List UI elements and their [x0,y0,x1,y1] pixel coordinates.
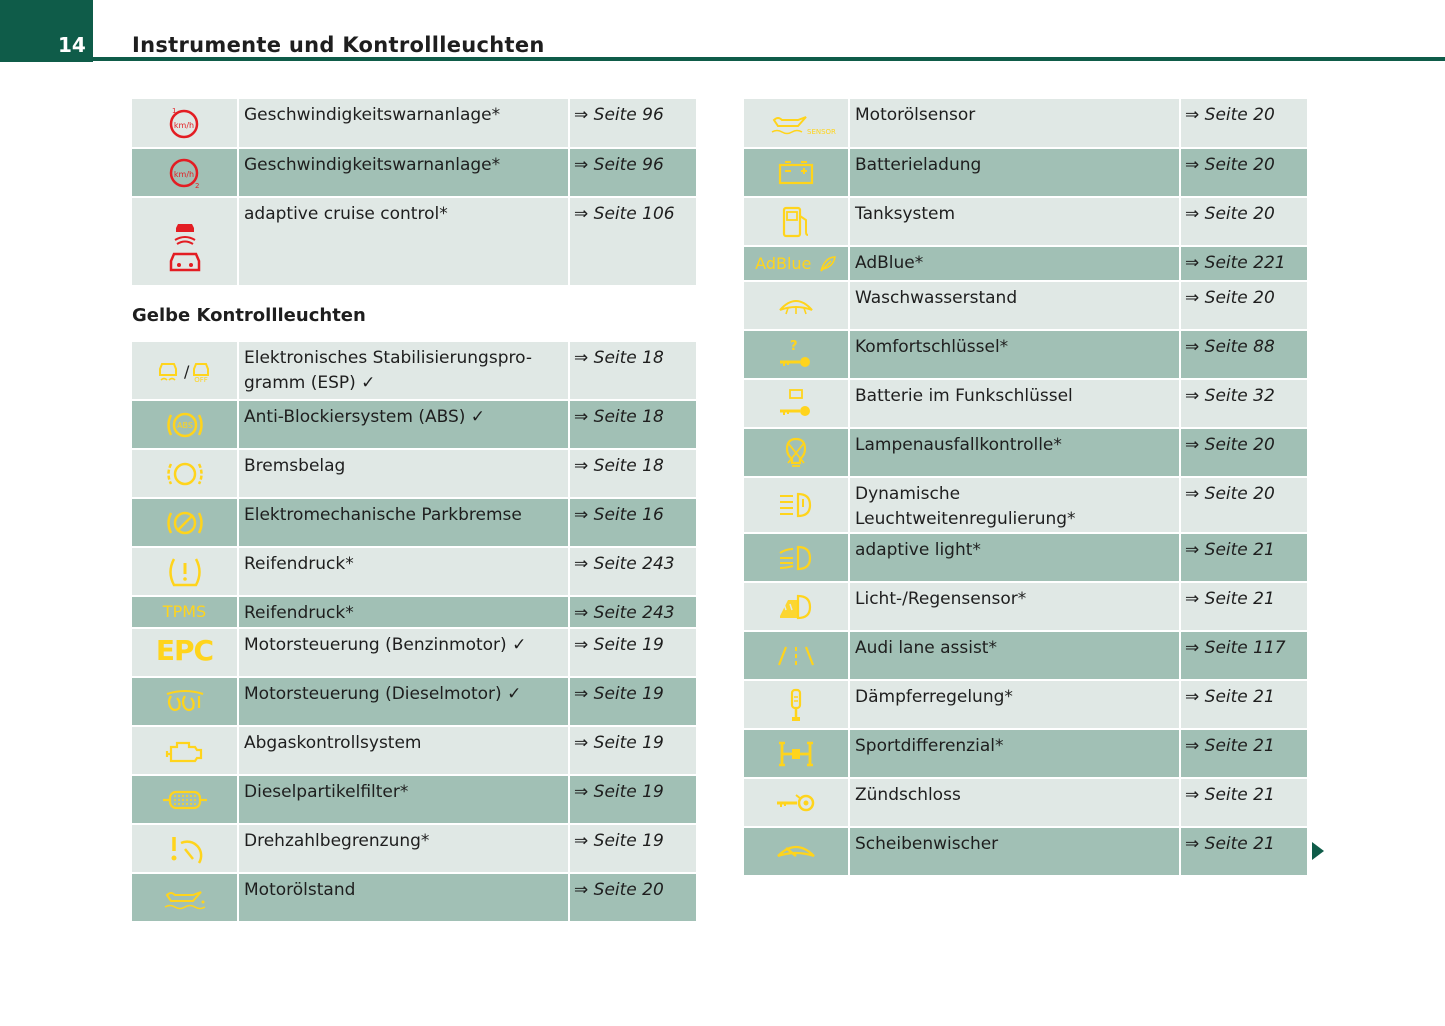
page-link[interactable]: ⇒ Seite 19 [569,824,696,873]
table-row [132,775,696,824]
svg-text:2: 2 [194,181,199,190]
table-row [744,379,1307,428]
table-row [132,596,696,628]
light-rain-sensor-icon [744,582,849,631]
lamp-label: AdBlue* [849,246,1180,281]
key-battery-icon [744,379,849,428]
table-row [744,148,1307,197]
comfort-key-icon [744,330,849,379]
page-link[interactable]: ⇒ Seite 21 [1180,729,1307,778]
svg-text:km/h: km/h [173,169,194,179]
page-link[interactable]: ⇒ Seite 21 [1180,827,1307,876]
table-row [132,677,696,726]
page-link[interactable]: ⇒ Seite 18 [569,342,696,400]
page-link[interactable]: ⇒ Seite 117 [1180,631,1307,680]
page-link[interactable]: ⇒ Seite 20 [1180,148,1307,197]
adaptive-light-icon [744,533,849,582]
battery-icon [744,148,849,197]
washer-fluid-icon [744,281,849,330]
lamp-label: adaptive cruise control* [238,197,569,286]
lamp-label: Motorsteuerung (Dieselmotor) ✓ [238,677,569,726]
table-row [744,330,1307,379]
page-link[interactable]: ⇒ Seite 20 [1180,197,1307,246]
svg-text:/: / [183,361,189,381]
page-link[interactable]: ⇒ Seite 20 [1180,281,1307,330]
lamp-label: Zündschloss [849,778,1180,827]
page-link[interactable]: ⇒ Seite 88 [1180,330,1307,379]
table-row [132,498,696,547]
table-row [744,197,1307,246]
esp-icon [132,342,238,400]
lane-assist-icon [744,631,849,680]
lamp-label: Dynamische Leuchtweitenregulierung* [849,477,1180,533]
table-row [744,778,1307,827]
svg-text:km/h: km/h [173,121,194,130]
table-row [132,400,696,449]
page-link[interactable]: ⇒ Seite 20 [1180,428,1307,477]
table-row [744,99,1307,148]
lamp-label: Scheibenwischer [849,827,1180,876]
lamp-label: Licht-/Regensensor* [849,582,1180,631]
right-warning-table [744,99,1307,877]
lamp-label: Reifendruck* [238,547,569,596]
lamp-label: Sportdifferenzial* [849,729,1180,778]
page-link[interactable]: ⇒ Seite 106 [569,197,696,286]
rpm-limit-icon [132,824,238,873]
lamp-label: Motorölstand [238,873,569,922]
page-link[interactable]: ⇒ Seite 21 [1180,582,1307,631]
page-link[interactable]: ⇒ Seite 18 [569,449,696,498]
page-link[interactable]: ⇒ Seite 20 [569,873,696,922]
engine-icon [132,726,238,775]
page-link[interactable]: ⇒ Seite 20 [1180,99,1307,148]
table-row [744,281,1307,330]
lamp-label: Dieselpartikelfilter* [238,775,569,824]
table-row [132,197,696,286]
lamp-label: Geschwindigkeitswarnanlage* [238,99,569,148]
page-link[interactable]: ⇒ Seite 19 [569,775,696,824]
lamp-label: Audi lane assist* [849,631,1180,680]
lamp-label: Abgaskontrollsystem [238,726,569,775]
section-heading: Gelbe Kontrollleuchten [132,305,366,326]
page-link[interactable]: ⇒ Seite 18 [569,400,696,449]
lamp-label: Waschwasserstand [849,281,1180,330]
lamp-label: Batterieladung [849,148,1180,197]
page-link[interactable]: ⇒ Seite 96 [569,148,696,197]
red-warning-table [132,99,696,287]
page-link[interactable]: ⇒ Seite 19 [569,677,696,726]
page-link[interactable]: ⇒ Seite 21 [1180,778,1307,827]
speed-warning-1-icon [132,99,238,148]
oil-sensor-icon [744,99,849,148]
page-link[interactable]: ⇒ Seite 96 [569,99,696,148]
table-row [744,631,1307,680]
page-link[interactable]: ⇒ Seite 32 [1180,379,1307,428]
table-row [744,827,1307,876]
page-link[interactable]: ⇒ Seite 16 [569,498,696,547]
lamp-label: Komfortschlüssel* [849,330,1180,379]
table-row [132,873,696,922]
table-row [744,428,1307,477]
epc-icon: EPC [155,633,214,667]
svg-text:ABS: ABS [176,420,193,430]
lamp-label: Elektronisches Stabilisierungspro-gramm (ESP) ✓ [238,342,569,400]
sport-differential-icon [744,729,849,778]
tire-pressure-icon [132,547,238,596]
page-link[interactable]: ⇒ Seite 21 [1180,680,1307,729]
tpms-icon: TPMS [162,602,207,621]
table-row [744,582,1307,631]
table-row [132,99,696,148]
damper-control-icon [744,680,849,729]
table-row [132,449,696,498]
lamp-label: Anti-Blockiersystem (ABS) ✓ [238,400,569,449]
lamp-label: Geschwindigkeitswarnanlage* [238,148,569,197]
svg-text:1: 1 [171,107,176,115]
table-row [132,547,696,596]
svg-text:SENSOR: SENSOR [807,128,836,136]
brake-pad-icon [132,449,238,498]
adaptive-cruise-control-icon [132,197,238,286]
lamp-label: Reifendruck* [238,596,569,628]
lamp-label: Drehzahlbegrenzung* [238,824,569,873]
oil-level-icon [132,873,238,922]
adblue-icon: AdBlue [744,246,849,281]
parking-brake-icon [132,498,238,547]
yellow-warning-table [132,342,696,923]
lamp-label: Elektromechanische Parkbremse [238,498,569,547]
table-row [744,477,1307,533]
abs-icon [132,400,238,449]
lamp-label: Batterie im Funkschlüssel [849,379,1180,428]
table-row [132,148,696,197]
page-link[interactable]: ⇒ Seite 20 [1180,477,1307,533]
table-row [744,533,1307,582]
page-title: Instrumente und Kontrollleuchten [132,33,545,57]
page-link[interactable]: ⇒ Seite 243 [569,547,696,596]
wiper-icon [744,827,849,876]
ignition-lock-icon [744,778,849,827]
lamp-label: adaptive light* [849,533,1180,582]
continue-arrow-icon[interactable] [1312,842,1324,860]
lamp-label: Tanksystem [849,197,1180,246]
page-link[interactable]: ⇒ Seite 19 [569,726,696,775]
page-link[interactable]: ⇒ Seite 21 [1180,533,1307,582]
header-rule [93,57,1445,61]
diesel-particulate-filter-icon [132,775,238,824]
speed-warning-2-icon [132,148,238,197]
page-link[interactable]: ⇒ Seite 243 [569,596,696,628]
table-row [132,824,696,873]
page-link[interactable]: ⇒ Seite 221 [1180,246,1307,281]
fuel-icon [744,197,849,246]
table-row [744,729,1307,778]
lamp-label: Bremsbelag [238,449,569,498]
table-row [132,342,696,400]
table-row [132,628,696,677]
headlight-range-icon [744,477,849,533]
lamp-label: Lampenausfallkontrolle* [849,428,1180,477]
svg-text:OFF: OFF [193,375,208,384]
svg-text:?: ? [790,338,798,354]
glow-plug-icon [132,677,238,726]
table-row [744,246,1307,281]
bulb-failure-icon [744,428,849,477]
table-row [132,726,696,775]
page-link[interactable]: ⇒ Seite 19 [569,628,696,677]
lamp-label: Motorölsensor [849,99,1180,148]
page-number: 14 [58,33,86,57]
lamp-label: Motorsteuerung (Benzinmotor) ✓ [238,628,569,677]
lamp-label: Dämpferregelung* [849,680,1180,729]
table-row [744,680,1307,729]
